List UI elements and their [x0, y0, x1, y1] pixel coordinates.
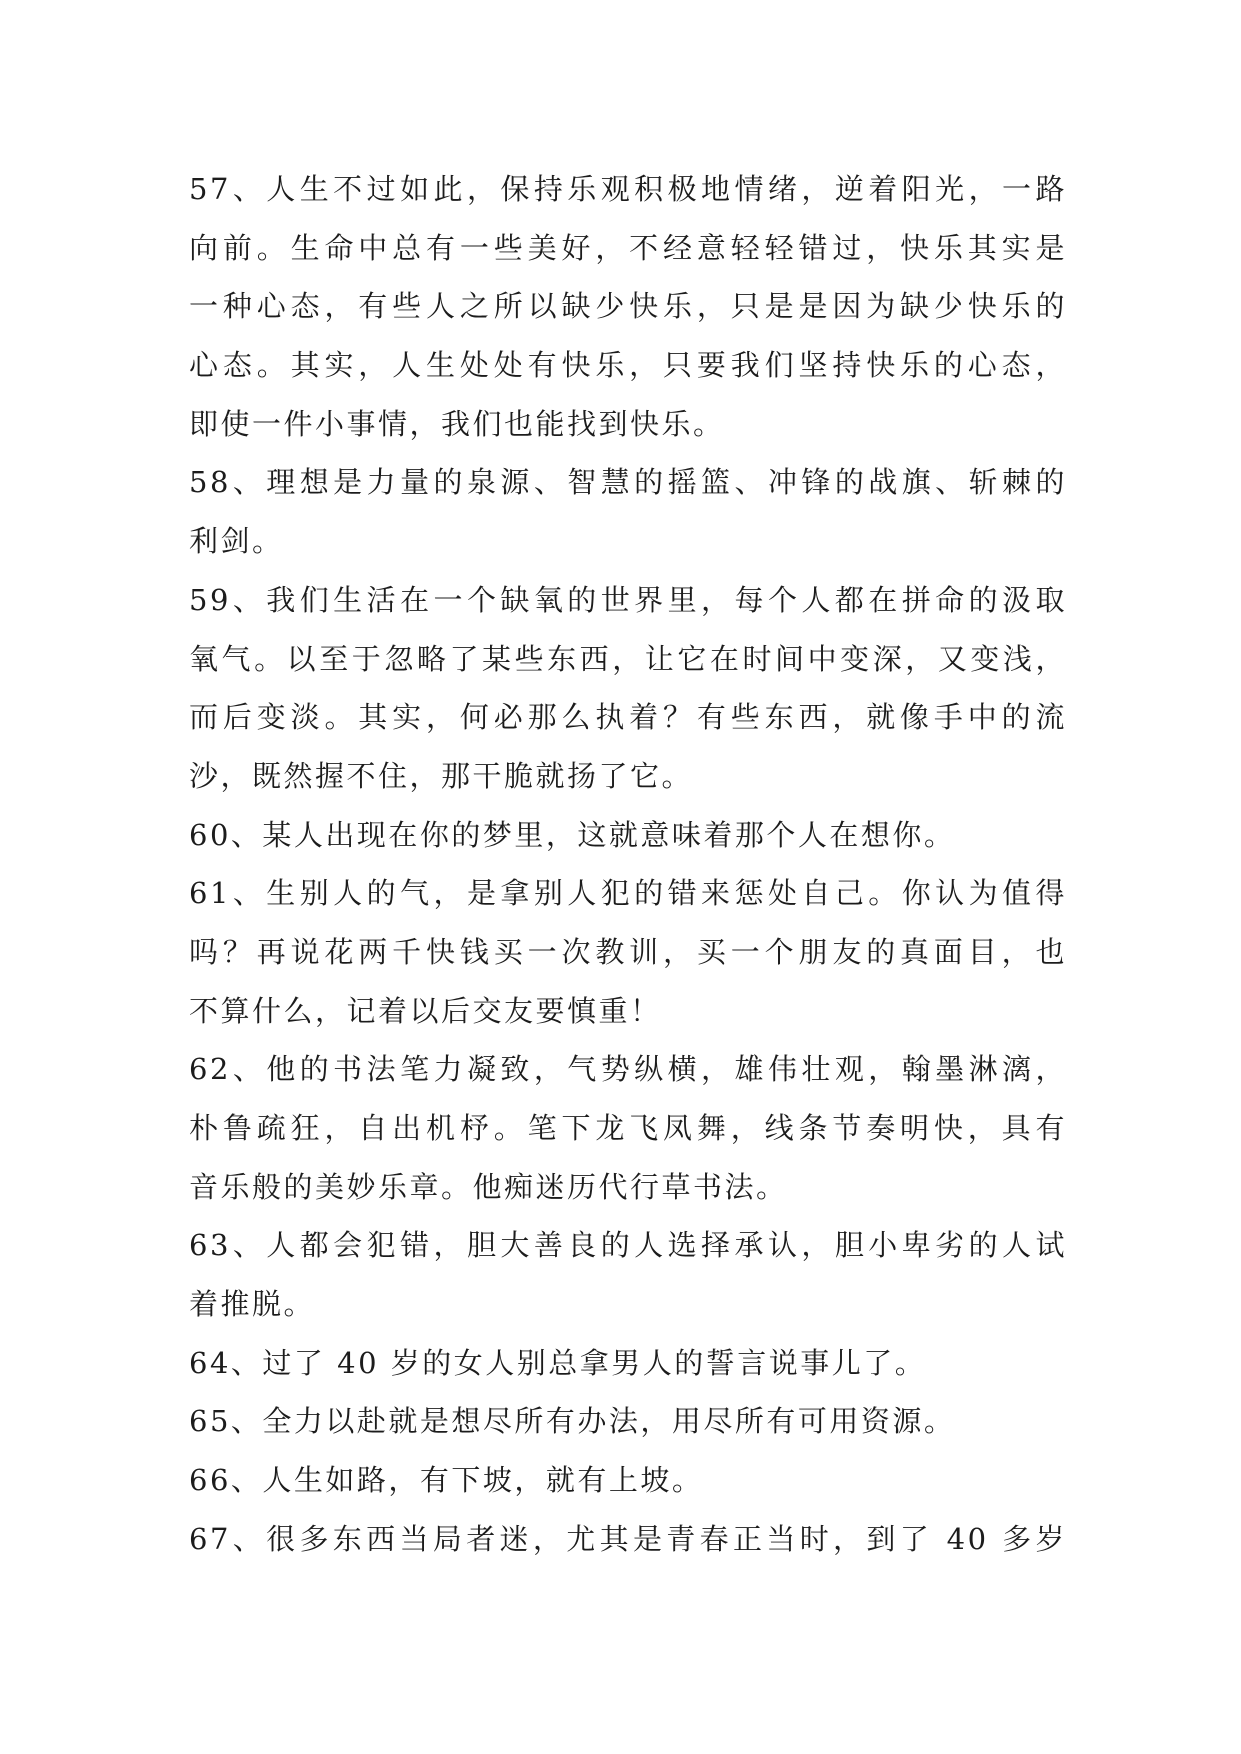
paragraph-58 — [189, 453, 1067, 570]
paragraph-60 — [189, 806, 1067, 865]
text-line: 63、人都会犯错，胆大善良的人选择承认，胆小卑劣的人试 — [189, 1228, 1067, 1263]
paragraph-57 — [189, 160, 1067, 453]
text-line: 62、他的书法笔力凝致，气势纵横，雄伟壮观，翰墨淋漓， — [189, 1052, 1067, 1087]
text-line: 着推脱。 — [189, 1287, 316, 1322]
text-line: 朴鲁疏狂，自出机杼。笔下龙飞凤舞，线条节奏明快，具有 — [189, 1111, 1067, 1145]
paragraph-62 — [189, 1040, 1067, 1216]
text-line: 音乐般的美妙乐章。他痴迷历代行草书法。 — [189, 1169, 788, 1204]
text-line: 67、很多东西当局者迷，尤其是青春正当时，到了 40 多岁 — [189, 1521, 1067, 1556]
paragraph-65 — [189, 1392, 1067, 1451]
paragraph-67 — [189, 1510, 1067, 1569]
text-line: 即使一件小事情，我们也能找到快乐。 — [189, 406, 725, 441]
paragraph-64 — [189, 1334, 1067, 1393]
text-line: 66、人生如路，有下坡，就有上坡。 — [189, 1463, 704, 1498]
text-line: 沙，既然握不住，那干脆就扬了它。 — [189, 758, 694, 793]
text-line: 利剑。 — [189, 524, 284, 559]
paragraph-63 — [189, 1216, 1067, 1333]
text-line: 氧气。以至于忽略了某些东西，让它在时间中变深，又变浅， — [189, 641, 1067, 676]
text-line: 57、人生不过如此，保持乐观积极地情绪，逆着阳光，一路 — [189, 172, 1067, 206]
text-line: 58、理想是力量的泉源、智慧的摇篮、冲锋的战旗、斩棘的 — [189, 465, 1067, 500]
text-line: 65、全力以赴就是想尽所有办法，用尽所有可用资源。 — [189, 1404, 956, 1439]
text-line: 吗？再说花两千快钱买一次教训，买一个朋友的真面目，也 — [189, 934, 1067, 969]
text-line: 64、过了 40 岁的女人别总拿男人的誓言说事儿了。 — [189, 1345, 927, 1380]
text-line: 60、某人出现在你的梦里，这就意味着那个人在想你。 — [189, 817, 956, 852]
text-line: 一种心态，有些人之所以缺少快乐，只是是因为缺少快乐的 — [189, 289, 1067, 324]
text-line: 59、我们生活在一个缺氧的世界里，每个人都在拼命的汲取 — [189, 582, 1067, 617]
text-line: 不算什么，记着以后交友要慎重！ — [189, 993, 662, 1028]
text-line: 向前。生命中总有一些美好，不经意轻轻错过，快乐其实是 — [189, 230, 1067, 265]
text-line: 而后变淡。其实，何必那么执着？有些东西，就像手中的流 — [189, 700, 1067, 735]
paragraph-66 — [189, 1451, 1067, 1510]
paragraph-59 — [189, 571, 1067, 806]
text-line: 61、生别人的气，是拿别人犯的错来惩处自己。你认为值得 — [189, 876, 1067, 911]
text-line: 心态。其实，人生处处有快乐，只要我们坚持快乐的心态， — [189, 348, 1067, 383]
paragraph-61 — [189, 864, 1067, 1040]
document-body — [189, 160, 1067, 1569]
